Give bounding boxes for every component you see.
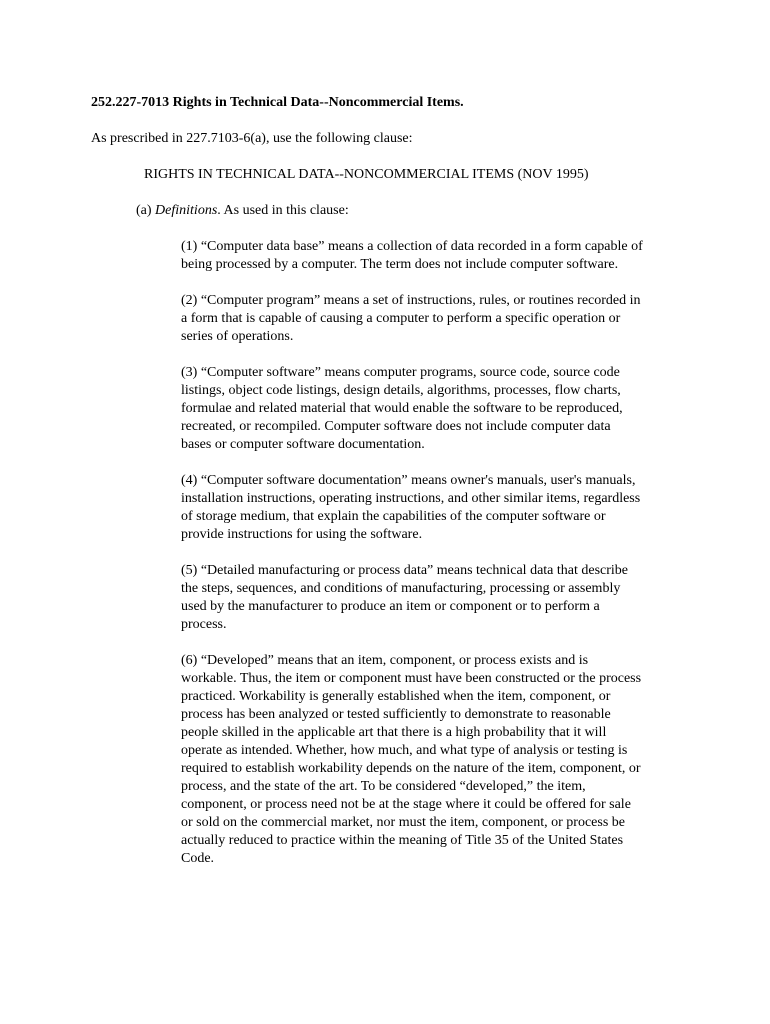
definition-computer-software: (3) “Computer software” means computer programs, source code, source code listings, object code listings, design details, algorithms, processes, flow charts, formulae and related material that would enable the software to be reproduced, recreated, or recompiled. Computer software does not include computer data bases or computer software documentation. <box>181 365 623 452</box>
definitions-list <box>181 238 686 886</box>
subsection-a <box>136 202 349 220</box>
definition-developed: (6) “Developed” means that an item, component, or process exists and is workable. Thus, the item or component must have been constructed or the process practiced. Workability is generally established when the item, component, or process has been analyzed or tested sufficiently to demonstrate to reasonable people skilled in the applicable art that there is a high probability that it will operate as intended. Whether, how much, and what type of analysis or testing is required to establish workability depends on the nature of the item, component, or process, and the state of the art. To be considered “developed,” the item, component, or process need not be at the stage where it could be offered for sale or sold on the commercial market, nor must the item, component, or process be actually reduced to practice within the meaning of Title 35 of the United States Code. <box>181 653 642 866</box>
clause-title: RIGHTS IN TECHNICAL DATA--NONCOMMERCIAL ITEMS (NOV 1995) <box>144 167 589 182</box>
definition-computer-program: (2) “Computer program” means a set of instructions, rules, or routines recorded in a form that is capable of causing a computer to perform a specific operation or series of operations. <box>181 293 641 344</box>
prescription-text: As prescribed in 227.7103-6(a), use the following clause: <box>91 131 413 146</box>
subsection-a-rest: . As used in this clause: <box>217 203 349 218</box>
definition-computer-software-documentation: (4) “Computer software documentation” means owner's manuals, user's manuals, installation instructions, operating instructions, and other similar items, regardless of storage medium, that explain the capabilities of the computer software or provide instructions for using the software. <box>181 473 641 542</box>
definition-detailed-manufacturing-data: (5) “Detailed manufacturing or process data” means technical data that describe the steps, sequences, and conditions of manufacturing, processing or assembly used by the manufacturer to produce an item or component or to perform a process. <box>181 563 629 632</box>
clause-heading: 252.227-7013 Rights in Technical Data--Noncommercial Items. <box>91 95 464 110</box>
definition-computer-data-base: (1) “Computer data base” means a collection of data recorded in a form capable of being processed by a computer. The term does not include computer software. <box>181 239 643 272</box>
subsection-a-marker: (a) <box>136 203 152 218</box>
subsection-a-term: Definitions <box>155 203 218 218</box>
